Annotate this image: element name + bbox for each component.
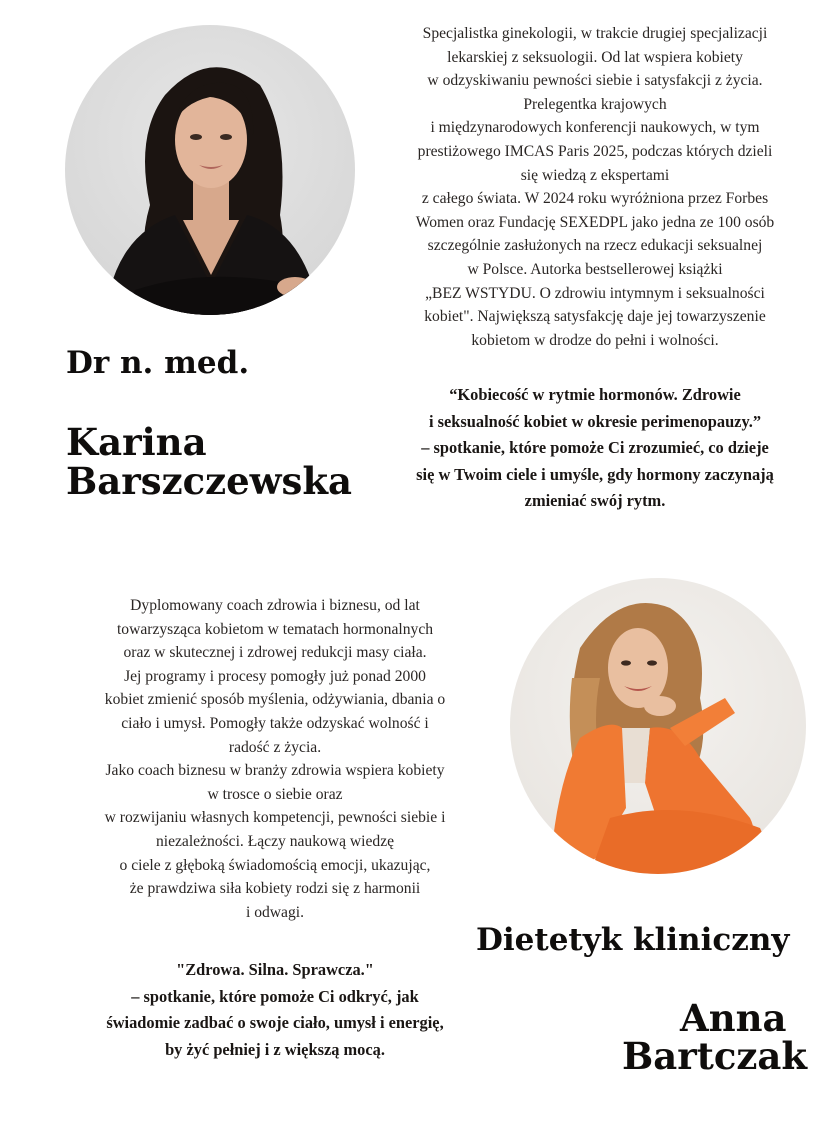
bio-line: kobietom w drodze do pełni i wolności.: [471, 331, 719, 349]
bio-line: w odzyskiwaniu pewności siebie i satysfakcji z życia.: [427, 72, 763, 90]
speaker1-photo: [65, 25, 355, 315]
talk-line: – spotkanie, które pomoże Ci zrozumieć, co dzieje: [421, 438, 769, 458]
speaker1-first-name: Karina: [66, 420, 207, 464]
speaker1-bio: [360, 22, 827, 352]
talk-line: zmieniać swój rytm.: [524, 491, 666, 511]
talk-line: “Kobiecość w rytmie hormonów. Zdrowie: [449, 385, 741, 404]
bio-line: „BEZ WSTYDU. O zdrowiu intymnym i seksualności: [425, 284, 765, 302]
bio-line: towarzysząca kobietom w tematach hormonalnych: [116, 620, 434, 638]
talk-line: się w Twoim ciele i umyśle, gdy hormony zaczynają: [416, 464, 774, 484]
bio-line: Specjalistka ginekologii, w trakcie drugiej specjalizacji: [422, 25, 768, 42]
speaker2-first-name: Anna: [680, 996, 787, 1040]
bio-line: oraz w skutecznej i zdrowej redukcji masy ciała.: [123, 644, 427, 662]
bio-line: w rozwijaniu własnych kompetencji, pewności siebie i: [104, 809, 446, 827]
bio-line: i odwagi.: [245, 903, 305, 921]
bio-line: że prawdziwa siła kobiety rodzi się z harmonii: [129, 880, 421, 898]
bio-line: prestiżowego IMCAS Paris 2025, podczas których dzieli: [417, 142, 773, 160]
speaker2-title: Dietetyk kliniczny: [476, 922, 790, 958]
bio-line: niezależności. Łączy naukową wiedzę: [155, 832, 395, 850]
bio-line: się wiedzą z ekspertami: [520, 166, 670, 184]
woman-portrait-icon: [510, 578, 806, 874]
bio-line: kobiet". Największą satysfakcję daje jej towarzyszenie: [424, 308, 766, 326]
speaker1-title: Dr n. med.: [66, 345, 250, 381]
speaker1-talk: [360, 382, 827, 515]
talk-line: "Zdrowa. Silna. Sprawcza.": [176, 960, 374, 979]
bio-line: w Polsce. Autorka bestsellerowej książki: [467, 260, 723, 278]
bio-line: szczególnie zasłużonych na rzecz edukacji seksualnej: [427, 237, 763, 255]
bio-line: o ciele z głęboką świadomością emocji, ukazując,: [119, 856, 431, 874]
bio-line: radość z życia.: [228, 738, 322, 756]
bio-line: Prelegentka krajowych: [523, 95, 667, 113]
woman-portrait-icon: [65, 25, 355, 315]
bio-line: Women oraz Fundację SEXEDPL jako jedna ze 100 osób: [415, 213, 775, 231]
speaker2-talk: [40, 957, 510, 1063]
bio-line: Jako coach biznesu w branży zdrowia wspiera kobiety: [105, 762, 445, 780]
bio-line: kobiet zmienić sposób myślenia, odżywiania, dbania o: [104, 691, 446, 709]
talk-line: by żyć pełniej i z większą mocą.: [165, 1039, 385, 1059]
bio-line: i międzynarodowych konferencji naukowych, w tym: [430, 119, 760, 137]
speaker2-bio: [40, 594, 510, 924]
speaker2-photo: [510, 578, 806, 874]
speaker1-last-name: Barszczewska: [66, 459, 352, 503]
bio-line: Dyplomowany coach zdrowia i biznesu, od lat: [130, 597, 420, 614]
talk-line: i seksualność kobiet w okresie perimenopauzy.”: [428, 411, 762, 431]
bio-line: w trosce o siebie oraz: [207, 785, 343, 803]
talk-line: świadomie zadbać o swoje ciało, umysł i energię,: [106, 1013, 444, 1033]
bio-line: lekarskiej z seksuologii. Od lat wspiera kobiety: [447, 48, 743, 66]
talk-line: – spotkanie, które pomoże Ci odkryć, jak: [131, 986, 419, 1006]
bio-line: ciało i umysł. Pomogły także odzyskać wolność i: [121, 714, 429, 732]
bio-line: z całego świata. W 2024 roku wyróżniona przez Forbes: [421, 190, 769, 208]
bio-line: Jej programy i procesy pomogły już ponad 2000: [124, 667, 426, 685]
speaker2-last-name: Bartczak: [622, 1034, 807, 1078]
